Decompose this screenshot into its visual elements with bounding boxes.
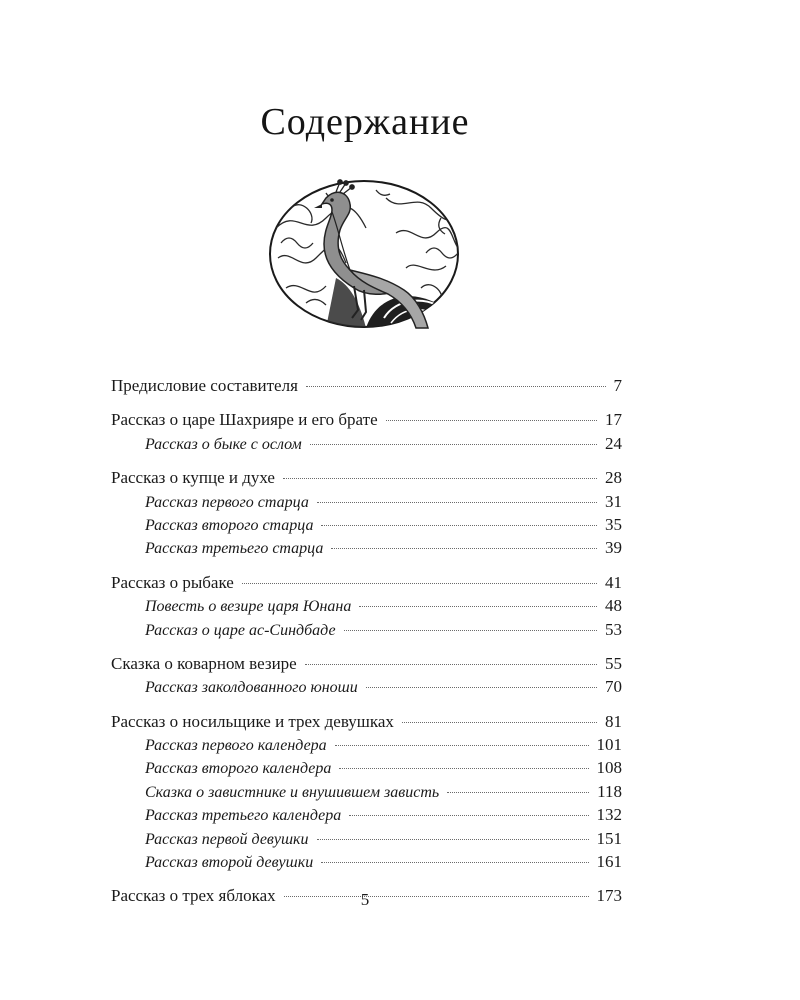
toc-page-number: 151	[596, 828, 622, 848]
toc-entry-title: Рассказ о трех яблоках	[111, 886, 276, 906]
toc-page-number: 28	[605, 468, 622, 488]
toc-dot-leader	[317, 502, 597, 503]
toc-page-number: 108	[596, 758, 622, 778]
toc-page-number: 17	[605, 410, 622, 430]
toc-dot-leader	[344, 630, 597, 631]
toc-page-number: 48	[605, 596, 622, 616]
toc-entry-title: Рассказ второго календера	[145, 760, 332, 778]
toc-entry[interactable]	[111, 652, 622, 675]
page-title: Содержание	[260, 101, 470, 143]
toc-entry-title: Рассказ о быке с ослом	[145, 435, 302, 453]
toc-entry-title: Рассказ о рыбаке	[111, 572, 234, 592]
toc-page-number: 7	[613, 376, 622, 395]
toc-page-number: 39	[605, 538, 622, 558]
toc-entry-title: Рассказ первого старца	[145, 493, 309, 511]
toc-dot-leader	[386, 420, 597, 421]
toc-subentry[interactable]	[111, 536, 622, 559]
toc-page-number: 161	[596, 852, 622, 872]
toc-entry-title: Повесть о везире царя Юнана	[145, 598, 352, 616]
toc-subentry[interactable]	[111, 827, 622, 850]
toc-entry[interactable]	[111, 374, 622, 397]
toc-dot-leader	[335, 745, 589, 746]
toc-subentry[interactable]	[111, 780, 622, 803]
toc-entry[interactable]	[111, 408, 622, 431]
toc-entry-title: Рассказ второго старца	[145, 516, 314, 534]
toc-dot-leader	[349, 815, 588, 816]
toc-entry-title: Предисловие составителя	[111, 376, 298, 395]
toc-page-number: 101	[596, 735, 622, 755]
toc-subentry[interactable]	[111, 594, 622, 617]
toc-dot-leader	[331, 548, 597, 549]
toc-subentry[interactable]	[111, 803, 622, 826]
toc-subentry[interactable]	[111, 675, 622, 698]
toc-entry[interactable]	[111, 710, 622, 733]
toc-dot-leader	[283, 478, 597, 479]
toc-entry-title: Рассказ о купце и духе	[111, 468, 275, 488]
toc-page-number: 24	[605, 433, 622, 453]
toc-dot-leader	[306, 386, 606, 387]
toc-page-number: 70	[605, 677, 622, 697]
toc-entry-title: Рассказ первого календера	[145, 737, 327, 755]
toc-entry[interactable]	[111, 466, 622, 489]
toc-subentry[interactable]	[111, 850, 622, 873]
toc-entry-title: Сказка о коварном везире	[111, 653, 297, 673]
table-of-contents	[111, 374, 622, 908]
toc-subentry[interactable]	[111, 733, 622, 756]
peacock-emblem-icon	[266, 178, 462, 330]
toc-dot-leader	[402, 722, 597, 723]
toc-entry-title: Рассказ второй девушки	[145, 854, 314, 872]
toc-dot-leader	[317, 839, 589, 840]
toc-dot-leader	[339, 768, 588, 769]
toc-entry[interactable]	[111, 571, 622, 594]
toc-page-number: 55	[605, 653, 622, 673]
toc-dot-leader	[447, 792, 589, 793]
toc-subentry[interactable]	[111, 490, 622, 513]
toc-entry-title: Рассказ о царе Шахрияре и его брате	[111, 410, 378, 430]
toc-entry-title: Сказка о завистнике и внушившем зависть	[145, 783, 440, 801]
toc-entry-title: Рассказ о носильщике и трех девушках	[111, 711, 394, 731]
toc-dot-leader	[305, 664, 597, 665]
toc-entry-title: Рассказ первой девушки	[145, 830, 309, 848]
toc-subentry[interactable]	[111, 618, 622, 641]
toc-dot-leader	[321, 525, 597, 526]
toc-page-number: 31	[605, 491, 622, 511]
toc-page-number: 41	[605, 572, 622, 592]
toc-page-number: 118	[597, 781, 622, 801]
toc-entry-title: Рассказ третьего старца	[145, 540, 324, 558]
toc-dot-leader	[321, 862, 588, 863]
toc-subentry[interactable]	[111, 756, 622, 779]
toc-subentry[interactable]	[111, 432, 622, 455]
toc-entry-title: Рассказ о царе ас-Синдбаде	[145, 621, 336, 639]
toc-entry-title: Рассказ третьего календера	[145, 807, 342, 825]
toc-page-number: 35	[605, 514, 622, 534]
toc-dot-leader	[242, 583, 597, 584]
toc-page-number: 132	[596, 805, 622, 825]
toc-subentry[interactable]	[111, 513, 622, 536]
toc-entry-title: Рассказ заколдованного юноши	[145, 679, 358, 697]
toc-dot-leader	[310, 444, 597, 445]
toc-page-number: 81	[605, 711, 622, 731]
toc-dot-leader	[359, 606, 597, 607]
toc-page-number: 53	[605, 619, 622, 639]
toc-dot-leader	[366, 687, 597, 688]
page-number-folio: 5	[360, 890, 370, 909]
toc-page-number: 173	[596, 886, 622, 906]
